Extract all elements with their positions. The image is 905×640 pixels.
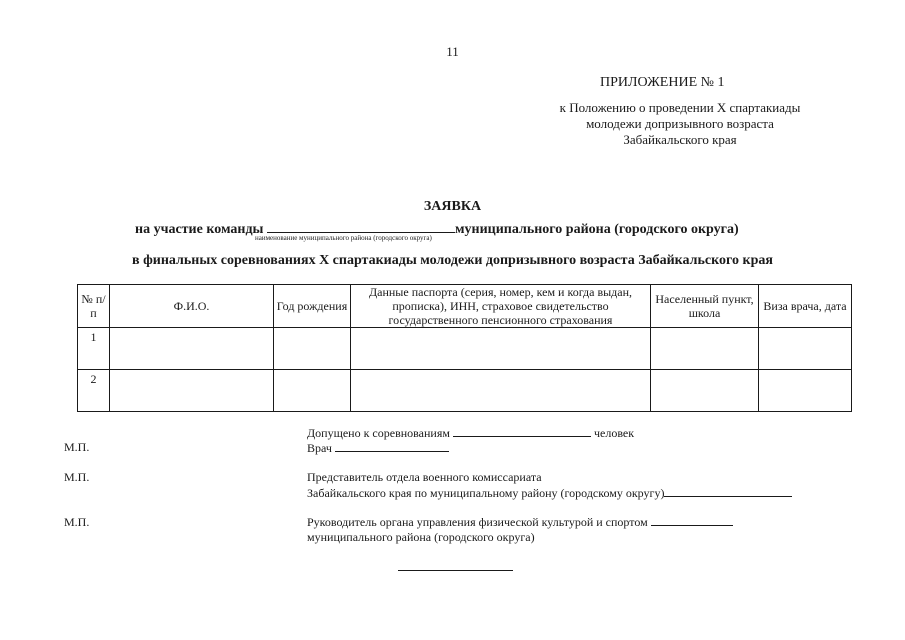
admitted-line <box>307 425 634 441</box>
column-header-passport: Данные паспорта (серия, номер, кем и когда выдан, прописка), ИНН, страховое свидетельство государственного пенсионного страхования <box>351 285 651 328</box>
annex-line: Забайкальского края <box>623 132 737 147</box>
document-title: ЗАЯВКА <box>423 199 482 214</box>
table-cell <box>351 370 651 412</box>
admitted-count-blank <box>453 425 591 437</box>
document-subtitle: в финальных соревнованиях X спартакиады молодежи допризывного возраста Забайкальского края <box>132 253 773 268</box>
military-line-1: Представитель отдела военного комиссариата <box>307 470 542 484</box>
column-header-birth-year: Год рождения <box>274 285 351 328</box>
annex-title: ПРИЛОЖЕНИЕ № 1 <box>600 75 725 90</box>
annex-reference <box>530 100 830 148</box>
military-line-2-text: Забайкальского края по муниципальному району (городскому округу) <box>307 486 665 500</box>
annex-line: к Положению о проведении X спартакиады <box>559 100 801 115</box>
stamp-label: М.П. <box>64 470 90 484</box>
closing-rule <box>398 569 513 571</box>
sport-line-1 <box>307 514 733 530</box>
table-cell <box>651 328 759 370</box>
table-cell <box>274 328 351 370</box>
military-line-2 <box>307 485 792 501</box>
table-cell <box>351 328 651 370</box>
sport-line-1-text: Руководитель органа управления физической культурой и спортом <box>307 515 648 529</box>
doctor-signature-blank <box>335 440 449 452</box>
table-cell <box>274 370 351 412</box>
team-line <box>135 219 739 238</box>
column-header-locality: Населенный пункт, школа <box>651 285 759 328</box>
table-header-row <box>78 285 852 328</box>
military-signature-blank <box>664 485 792 497</box>
page-number: 11 <box>446 44 459 59</box>
admitted-suffix: человек <box>593 426 635 440</box>
team-prefix: на участие команды <box>135 222 264 237</box>
team-name-blank <box>267 219 455 233</box>
stamp-label: М.П. <box>64 515 90 529</box>
table-row <box>78 328 852 370</box>
table-cell <box>110 370 274 412</box>
table-cell <box>110 328 274 370</box>
row-number: 2 <box>78 370 110 412</box>
annex-line: молодежи допризывного возраста <box>586 116 774 131</box>
doctor-line <box>307 440 449 456</box>
team-suffix: муниципального района (городского округа) <box>454 222 739 237</box>
column-header-number: № п/п <box>78 285 110 328</box>
column-header-name: Ф.И.О. <box>110 285 274 328</box>
registration-table <box>77 284 852 412</box>
stamp-label: М.П. <box>64 440 90 454</box>
admitted-prefix: Допущено к соревнованиям <box>307 426 450 440</box>
table-row <box>78 370 852 412</box>
table-cell <box>759 328 852 370</box>
column-header-doctor-visa: Виза врача, дата <box>759 285 852 328</box>
doctor-label: Врач <box>307 441 332 455</box>
row-number: 1 <box>78 328 110 370</box>
team-blank-caption: наименование муниципального района (городского округа) <box>255 234 432 242</box>
table-cell <box>651 370 759 412</box>
table-cell <box>759 370 852 412</box>
sport-line-2: муниципального района (городского округа) <box>307 530 535 544</box>
sport-signature-blank <box>651 514 733 526</box>
